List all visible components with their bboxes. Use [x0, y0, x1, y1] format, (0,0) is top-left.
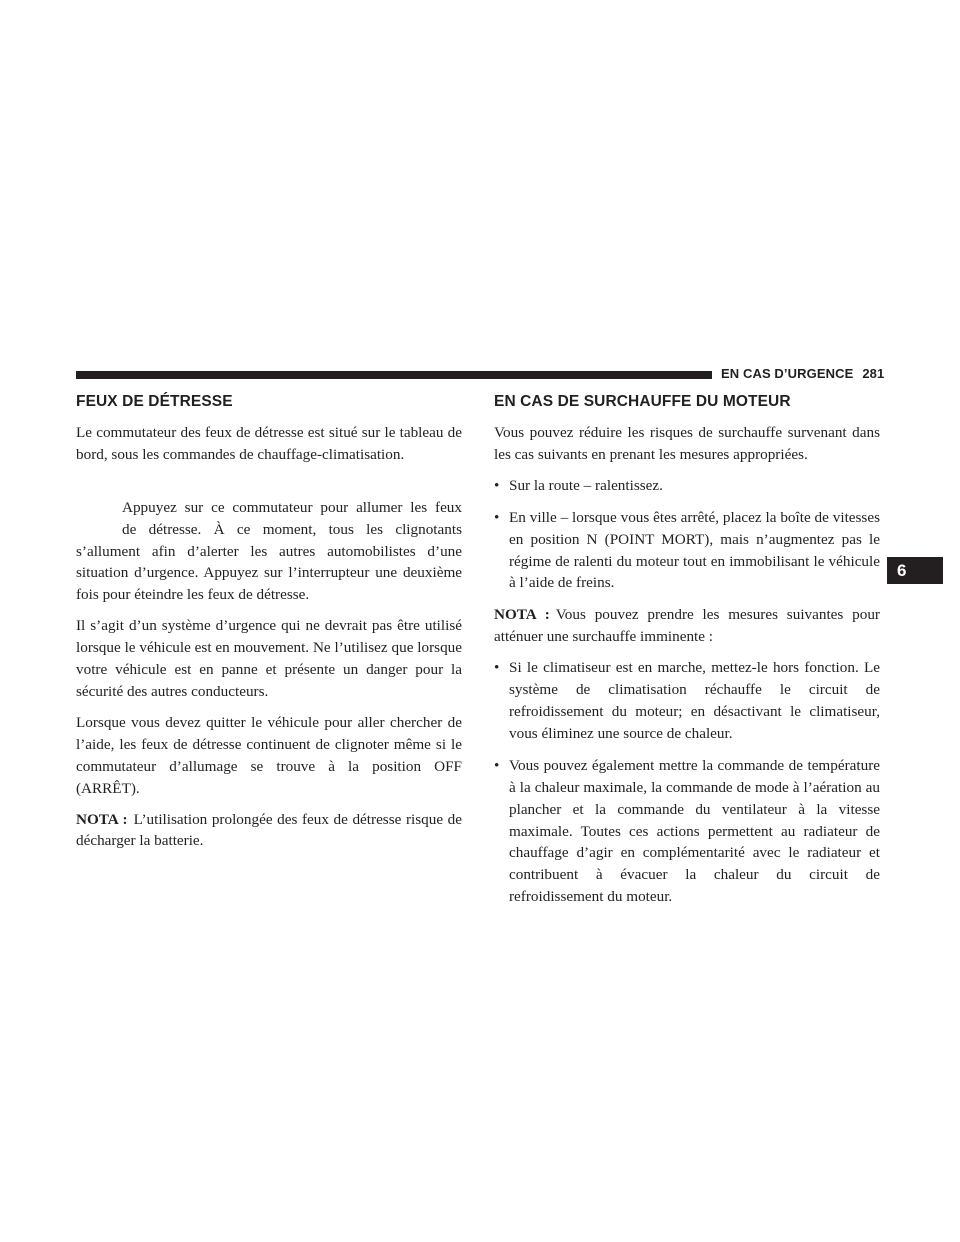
bullet-marker: • — [494, 659, 500, 677]
list-item — [494, 657, 880, 745]
list-item-text: En ville – lorsque vous êtes arrêté, placez la boîte de vitesses en position N (POINT MORT), mais n’augmentez pas le régime de ralenti du moteur tout en immobilisant le véhicule à l’aide de freins. — [509, 508, 880, 592]
section-title: EN CAS D’URGENCE — [721, 366, 854, 381]
note-paragraph — [76, 809, 462, 853]
header-rule — [76, 371, 712, 379]
list-item-text: Sur la route – ralentissez. — [509, 476, 663, 494]
list-item — [494, 755, 880, 908]
page-number: 281 — [862, 366, 885, 381]
note-paragraph — [494, 604, 880, 648]
list-item-text: Vous pouvez également mettre la commande de température à la chaleur maximale, la commande de mode à l’aération au plancher et la commande du ventilateur à la vitesse maximale. Toutes ces actions permettent au radiateur de chauffage d’agir en complémentarité avec le radiateur et contribuent à évacuer la chaleur du circuit de refroidissement du moteur. — [509, 756, 880, 906]
bullet-list — [494, 657, 880, 908]
list-item-text: Si le climatiseur est en marche, mettez-le hors fonction. Le système de climatisation réchauffe le circuit de refroidissement du moteur; en désactivant le climatiseur, vous éliminez une source de chaleur. — [509, 659, 880, 742]
note-label: NOTA : — [494, 606, 550, 624]
bullet-list — [494, 475, 880, 595]
left-column — [76, 392, 462, 861]
bullet-marker: • — [494, 756, 500, 774]
note-label: NOTA : — [76, 810, 128, 828]
chapter-tab: 6 — [887, 557, 943, 584]
note-text: L’utilisation prolongée des feux de détresse risque de décharger la batterie. — [76, 810, 462, 850]
paragraph-with-icon — [76, 475, 462, 606]
icon-text-line-1: Appuyez sur ce commutateur pour allumer les feux — [122, 498, 462, 516]
bullet-marker: • — [494, 476, 500, 494]
icon-text-rest: s’allument afin d’alerter les autres automobilistes d’une situation d’urgence. Appuyez sur l’interrupteur une deuxième fois pour éteindre les feux de détresse. — [76, 542, 462, 604]
running-head — [721, 365, 897, 383]
section-heading-overheat: EN CAS DE SURCHAUFFE DU MOTEUR — [494, 393, 791, 410]
bullet-marker: • — [494, 508, 500, 526]
note-text: Vous pouvez prendre les mesures suivantes pour atténuer une surchauffe imminente : — [494, 606, 880, 646]
list-item — [494, 475, 880, 497]
icon-text-line-2: de détresse. À ce moment, tous les clignotants — [122, 520, 462, 538]
section-heading-hazard: FEUX DE DÉTRESSE — [76, 393, 233, 410]
paragraph: Il s’agit d’un système d’urgence qui ne devrait pas être utilisé lorsque le véhicule est en mouvement. Ne l’utilisez que lorsque votre véhicule est en panne et présente un danger pour la sécurité des autres conducteurs. — [76, 617, 462, 700]
paragraph: Vous pouvez réduire les risques de surchauffe survenant dans les cas suivants en prenant les mesures appropriées. — [494, 424, 880, 463]
list-item — [494, 507, 880, 595]
right-column — [494, 392, 880, 918]
paragraph: Lorsque vous devez quitter le véhicule pour aller chercher de l’aide, les feux de détresse continuent de clignoter même si le commutateur d’allumage se trouve à la position OFF (ARRÊT). — [76, 713, 462, 797]
paragraph: Le commutateur des feux de détresse est situé sur le tableau de bord, sous les commandes de chauffage-climatisation. — [76, 424, 462, 463]
